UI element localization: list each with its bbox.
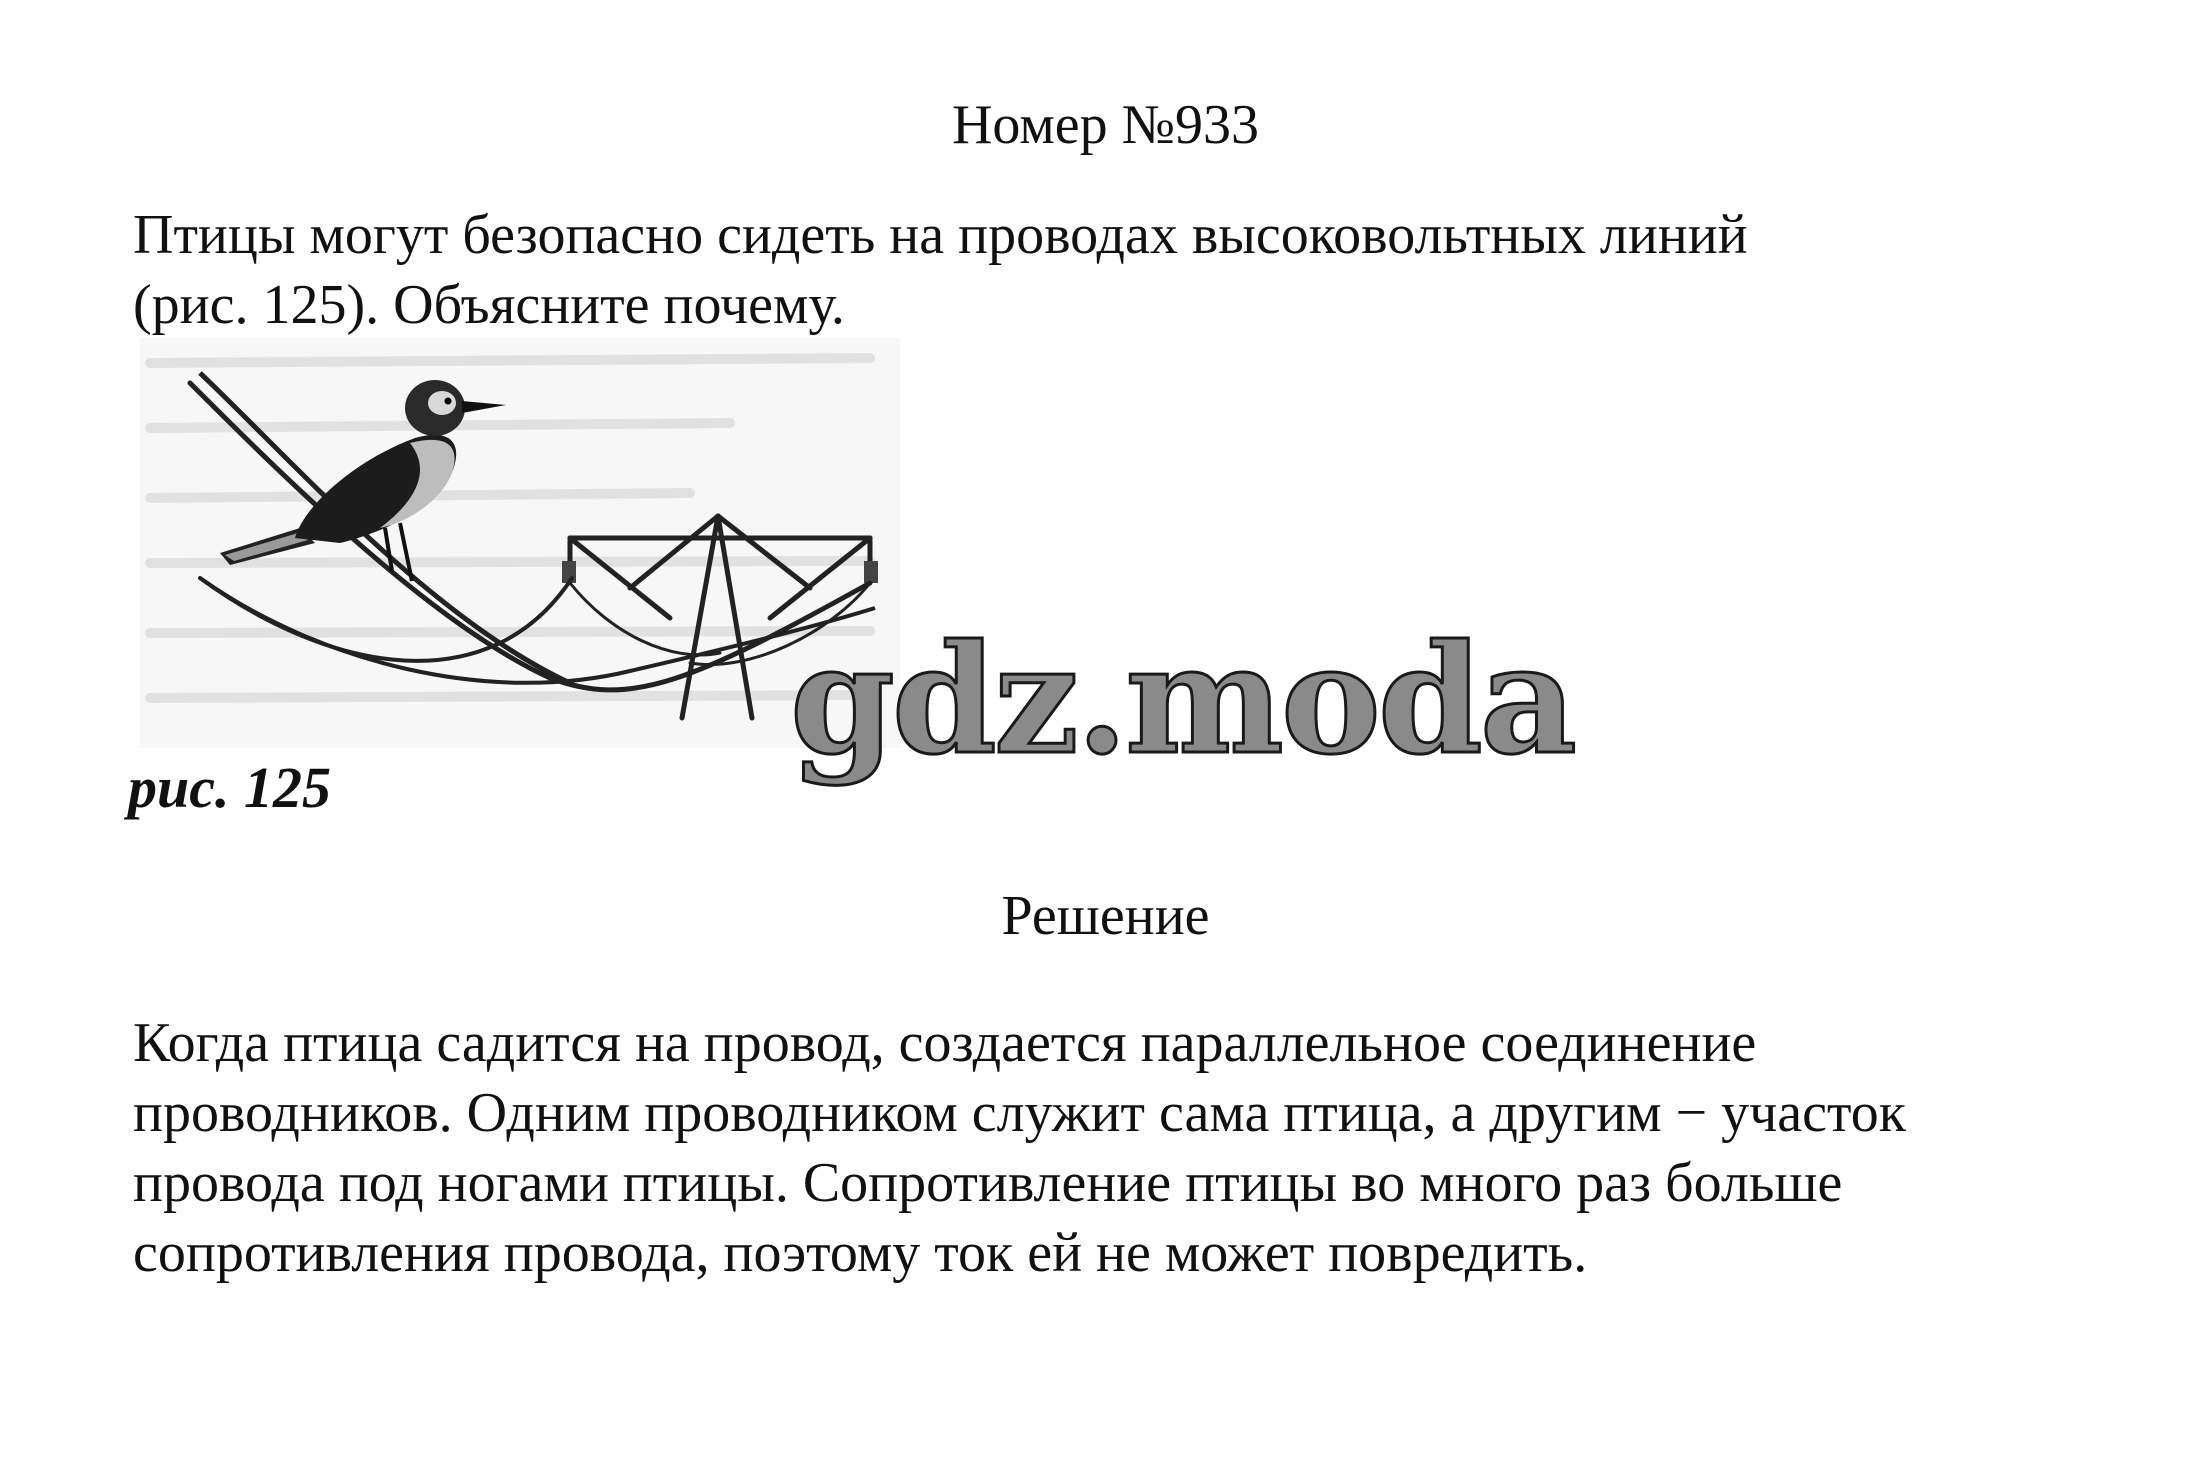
solution-line: провода под ногами птицы. Сопротивление птицы во много раз больше bbox=[133, 1152, 1843, 1214]
solution-line: Когда птица садится на провод, создается параллельное соединение bbox=[133, 1012, 1757, 1074]
problem-line: Птицы могут безопасно сидеть на проводах высоковольтных линий bbox=[133, 204, 1748, 266]
solution-text bbox=[133, 1008, 2133, 1288]
solution-line: сопротивления провода, поэтому ток ей не может повредить. bbox=[133, 1222, 1588, 1284]
figure-caption: рис. 125 bbox=[128, 755, 331, 820]
solution-line: проводников. Одним проводником служит сама птица, а другим − участок bbox=[133, 1082, 1906, 1144]
problem-line: (рис. 125). Объясните почему. bbox=[133, 274, 845, 336]
problem-number-title: Номер №933 bbox=[951, 94, 1260, 156]
watermark: gdz.moda bbox=[790, 612, 1575, 788]
problem-statement bbox=[133, 200, 2083, 340]
solution-heading: Решение bbox=[1001, 885, 1210, 947]
